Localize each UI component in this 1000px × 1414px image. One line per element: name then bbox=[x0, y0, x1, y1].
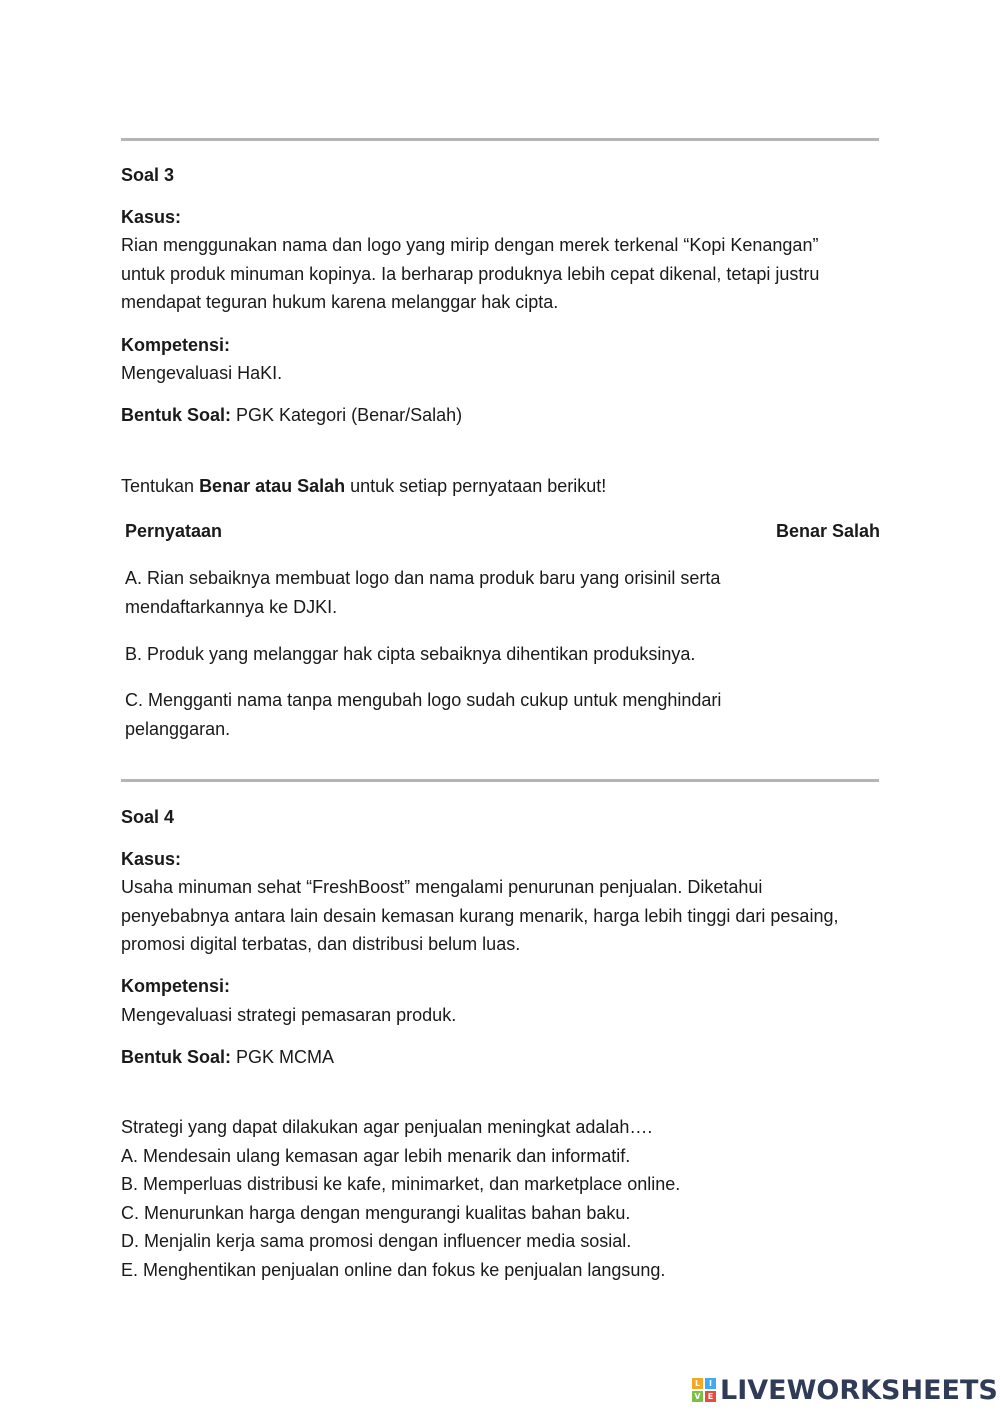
soal3-instruction-pre: Tentukan bbox=[121, 476, 200, 496]
soal3-kasus-label: Kasus: bbox=[121, 207, 182, 227]
soal4-kasus-text: Usaha minuman sehat “FreshBoost” mengalami penurunan penjualan. Diketahui penyebabnya antara lain desain kemasan kurang menarik, harga lebih tinggi dari pesaing, promosi digital terbatas, dan distribusi belum luas. bbox=[121, 877, 839, 954]
section-divider-top bbox=[121, 138, 879, 141]
soal3-instruction-post: untuk setiap pernyataan berikut! bbox=[345, 476, 607, 496]
soal4-bentuk-soal bbox=[121, 1043, 334, 1072]
logo-grid-v: V bbox=[692, 1391, 703, 1402]
section-divider-middle bbox=[121, 779, 879, 782]
logo-grid-i: I bbox=[705, 1378, 716, 1389]
logo-grid-l: L bbox=[692, 1378, 703, 1389]
option-b: B. Memperluas distribusi ke kafe, minimarket, dan marketplace online. bbox=[121, 1174, 681, 1194]
soal3-instruction bbox=[121, 472, 606, 501]
soal3-bentuk-soal bbox=[121, 401, 462, 430]
soal4-question: Strategi yang dapat dilakukan agar penjualan meningkat adalah…. bbox=[121, 1117, 653, 1137]
statement-a: A. Rian sebaiknya membuat logo dan nama produk baru yang orisinil serta mendaftarkannya ke DJKI. bbox=[125, 568, 721, 617]
option-c: C. Menurunkan harga dengan mengurangi kualitas bahan baku. bbox=[121, 1203, 631, 1223]
soal4-kompetensi-text: Mengevaluasi strategi pemasaran produk. bbox=[121, 1005, 457, 1025]
statement-b: B. Produk yang melanggar hak cipta sebaiknya dihentikan produksinya. bbox=[125, 644, 696, 664]
soal3-kompetensi-text: Mengevaluasi HaKI. bbox=[121, 363, 283, 383]
soal4-bentuk-text: PGK MCMA bbox=[231, 1047, 335, 1067]
option-d: D. Menjalin kerja sama promosi dengan influencer media sosial. bbox=[121, 1231, 632, 1251]
statement-c: C. Mengganti nama tanpa mengubah logo sudah cukup untuk menghindari pelanggaran. bbox=[125, 690, 722, 739]
soal3-instruction-bold: Benar atau Salah bbox=[199, 476, 346, 496]
option-e: E. Menghentikan penjualan online dan fokus ke penjualan langsung. bbox=[121, 1260, 666, 1280]
soal3-kasus-text: Rian menggunakan nama dan logo yang mirip dengan merek terkenal “Kopi Kenangan” untuk produk minuman kopinya. Ia berharap produknya lebih cepat dikenal, tetapi justru mendapat teguran hukum karena melanggar hak cipta. bbox=[121, 235, 820, 312]
soal4-title: Soal 4 bbox=[121, 807, 175, 827]
soal3-bentuk-label: Bentuk Soal: bbox=[121, 405, 232, 425]
soal3-bentuk-text: PGK Kategori (Benar/Salah) bbox=[231, 405, 463, 425]
soal3-kompetensi-label: Kompetensi: bbox=[121, 335, 231, 355]
logo-text: LIVEWORKSHEETS bbox=[720, 1374, 998, 1406]
soal4-bentuk-label: Bentuk Soal: bbox=[121, 1047, 232, 1067]
table-header-statement: Pernyataan bbox=[125, 521, 223, 541]
table-header-benar-salah: Benar Salah bbox=[776, 521, 881, 541]
option-a: A. Mendesain ulang kemasan agar lebih menarik dan informatif. bbox=[121, 1146, 631, 1166]
liveworksheets-logo bbox=[692, 1374, 998, 1406]
logo-grid-e: E bbox=[705, 1391, 716, 1402]
soal3-title: Soal 3 bbox=[121, 165, 175, 185]
soal4-kompetensi-label: Kompetensi: bbox=[121, 976, 231, 996]
logo-grid-icon bbox=[692, 1378, 716, 1402]
soal4-kasus-label: Kasus: bbox=[121, 849, 182, 869]
